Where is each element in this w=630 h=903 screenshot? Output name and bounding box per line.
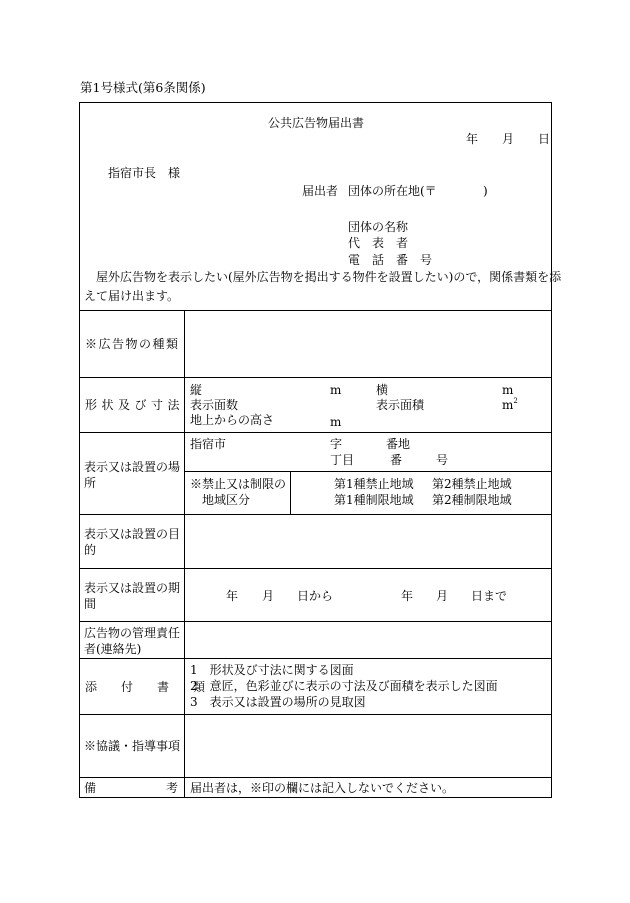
- period-to-year: 年: [401, 589, 414, 603]
- ground-height-label: 地上からの高さ: [190, 413, 275, 427]
- remarks-text: 届出者は，※印の欄には記入しないでください。: [190, 781, 455, 795]
- row-divider: [79, 377, 552, 378]
- period-label-line1: 表示又は設置の期: [84, 581, 181, 595]
- row-divider: [79, 568, 552, 569]
- attachment-item: 2 意匠，色彩並びに表示の寸法及び面積を表示した図面: [190, 679, 498, 693]
- period-from-year: 年: [226, 589, 239, 603]
- period-label-line2: 間: [84, 597, 97, 611]
- location-label-line2: 所: [84, 476, 97, 490]
- row-divider: [184, 471, 552, 472]
- location-label-line1: 表示又は設置の場: [84, 460, 181, 474]
- location-go: 号: [436, 453, 449, 467]
- height-label: 縦: [190, 383, 203, 397]
- applicant-address-label: 団体の所在地(〒: [348, 184, 437, 198]
- attachment-item: 3 表示又は設置の場所の見取図: [190, 695, 366, 709]
- ad-type-label: ※広告物の種類: [85, 337, 180, 351]
- location-chome: 丁目: [330, 453, 355, 467]
- row-divider: [79, 658, 552, 659]
- zone-option[interactable]: 第1種禁止地域: [334, 477, 414, 491]
- area-label: 表示面積: [376, 398, 425, 412]
- row-divider: [79, 714, 552, 715]
- applicant-label: 届出者: [302, 184, 339, 198]
- face-count-label: 表示面数: [190, 398, 239, 412]
- column-divider: [184, 310, 185, 798]
- form-number: 第1号様式(第6条関係): [80, 80, 206, 95]
- height-unit: m: [330, 383, 342, 397]
- remarks-label-right: 考: [166, 781, 179, 795]
- zone-option[interactable]: 第1種制限地域: [334, 493, 414, 507]
- attachment-item: 1 形状及び寸法に関する図面: [190, 663, 354, 677]
- applicant-representative: 代 表 者: [348, 236, 409, 250]
- manager-label-line1: 広告物の管理責任: [84, 626, 181, 640]
- zone-label-line1: ※禁止又は制限の: [190, 477, 287, 491]
- purpose-label-line2: 的: [84, 543, 97, 557]
- applicant-address-close: ): [483, 184, 488, 198]
- date-month: 月: [502, 132, 515, 146]
- row-divider: [79, 621, 552, 622]
- purpose-label-line1: 表示又は設置の目: [84, 527, 181, 541]
- area-unit: $m^2$: [502, 397, 518, 412]
- row-divider: [79, 432, 552, 433]
- manager-label-line2: 者(連絡先): [84, 642, 142, 656]
- intro-text-line1: 屋外広告物を表示したい(屋外広告物を掲出する物件を設置したい)ので，関係書類を添: [96, 270, 562, 284]
- zone-label-line2: 地域区分: [202, 493, 251, 507]
- row-divider: [79, 514, 552, 515]
- period-to-day: 日まで: [471, 589, 508, 603]
- addressee: 指宿市長 様: [108, 166, 181, 180]
- attachments-label: 添 付 書 類: [85, 680, 206, 694]
- zone-option[interactable]: 第2種制限地域: [432, 493, 512, 507]
- column-divider: [290, 471, 291, 514]
- location-aza: 字: [330, 437, 343, 451]
- consultation-label: ※協議・指導事項: [84, 739, 181, 753]
- width-unit: m: [502, 383, 514, 397]
- intro-text-line2: えて届け出ます。: [84, 289, 180, 303]
- row-divider: [79, 777, 552, 778]
- applicant-phone: 電 話 番 号: [348, 253, 433, 267]
- period-to-month: 月: [436, 589, 449, 603]
- remarks-label-left: 備: [84, 781, 97, 795]
- applicant-org-name: 団体の名称: [348, 220, 409, 234]
- width-label: 横: [376, 383, 389, 397]
- row-divider: [79, 310, 552, 311]
- location-banchi: 番地: [386, 437, 411, 451]
- ground-height-unit: m: [330, 415, 342, 429]
- location-ban: 番: [390, 453, 403, 467]
- period-from-month: 月: [262, 589, 275, 603]
- date-day: 日: [538, 132, 551, 146]
- date-year: 年: [466, 132, 479, 146]
- form-title: 公共広告物届出書: [268, 116, 365, 130]
- location-city: 指宿市: [190, 437, 227, 451]
- zone-option[interactable]: 第2種禁止地域: [432, 477, 512, 491]
- period-from-day: 日から: [297, 589, 334, 603]
- shape-label: 形状及び寸法: [85, 398, 185, 412]
